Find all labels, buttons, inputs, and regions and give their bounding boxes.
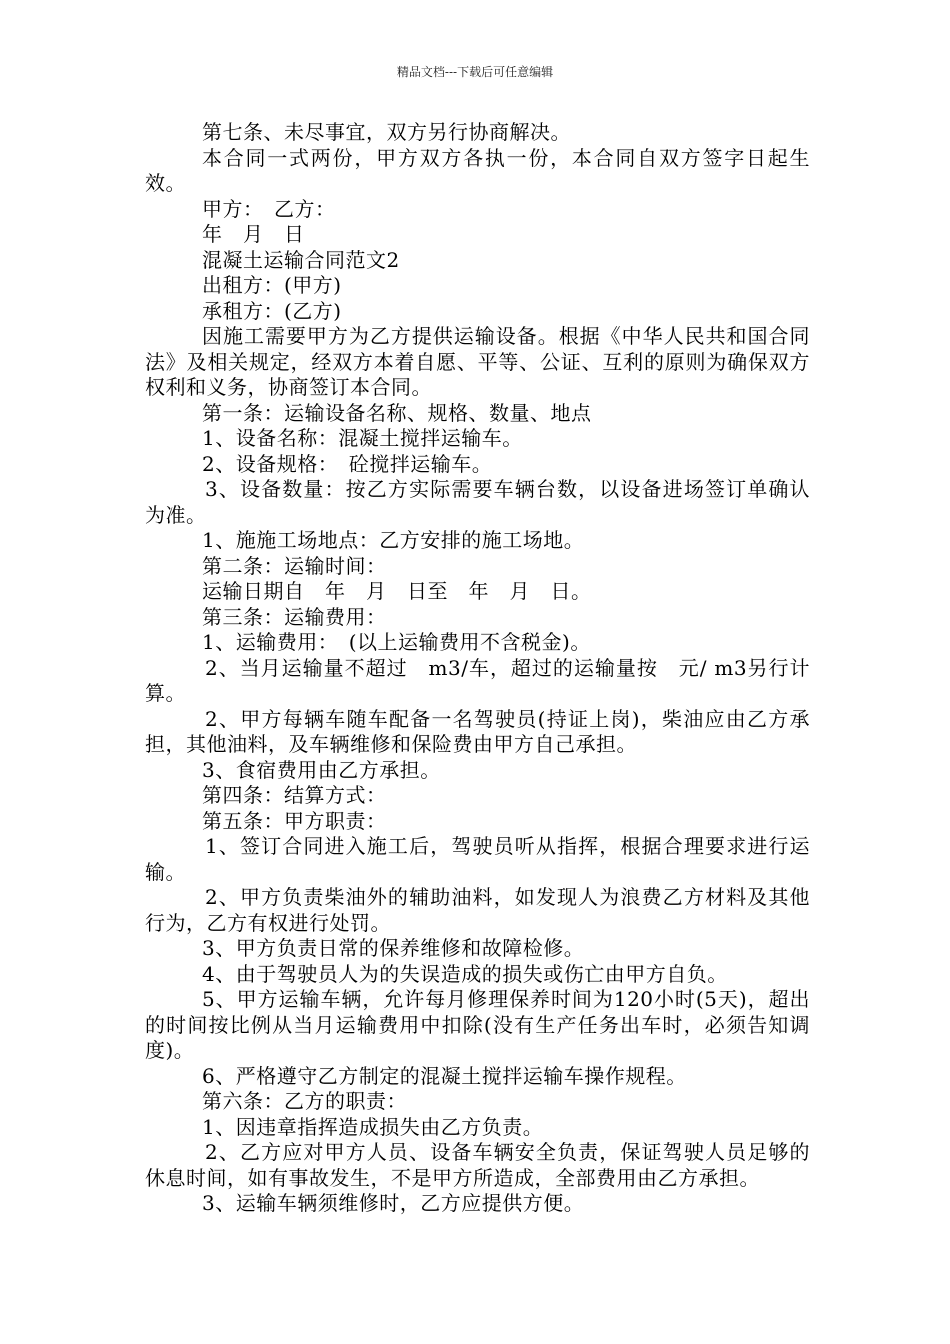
driver-item: 2、甲方每辆车随车配备一名驾驶员(持证上岗)，柴油应由乙方承担，其他油料，及车辆维修和保险费由甲方自己承担。 — [145, 706, 810, 756]
article-5-heading: 第五条：甲方职责： — [202, 808, 387, 833]
equipment-spec-item: 2、设备规格： 砼搅拌运输车。 — [202, 451, 493, 476]
article-1-heading: 第一条：运输设备名称、规格、数量、地点 — [202, 400, 592, 425]
lessee-line: 承租方：(乙方) — [202, 298, 342, 323]
site-location-item: 1、施施工场地点：乙方安排的施工场地。 — [202, 528, 585, 552]
signature-parties-line: 甲方： 乙方： — [202, 196, 336, 221]
article-3-heading: 第三条：运输费用： — [202, 604, 387, 629]
party-a-duty-3: 3、甲方负责日常的保养维修和故障检修。 — [202, 936, 585, 960]
party-a-duty-4: 4、由于驾驶员人为的失误造成的损失或伤亡由甲方自负。 — [202, 961, 728, 986]
transport-date-line: 运输日期自 年 月 日至 年 月 日。 — [202, 579, 592, 603]
document-body — [145, 120, 810, 1217]
party-a-duty-6: 6、严格遵守乙方制定的混凝土搅拌运输车操作规程。 — [202, 1063, 687, 1088]
party-b-duty-1: 1、因违章指挥造成损失由乙方负责。 — [202, 1114, 544, 1139]
section-title: 混凝土运输合同范文2 — [202, 247, 400, 272]
equipment-name-item: 1、设备名称：混凝土搅拌运输车。 — [202, 426, 523, 450]
party-b-duty-2: 2、乙方应对甲方人员、设备车辆安全负责，保证驾驶人员足够的休息时间，如有事故发生，不是甲方所造成，全部费用由乙方承担。 — [145, 1140, 810, 1190]
lessor-line: 出租方：(甲方) — [202, 273, 342, 297]
clause-7-paragraph: 第七条、未尽事宜，双方另行协商解决。 — [202, 120, 571, 144]
copies-paragraph: 本合同一式两份，甲方双方各执一份，本合同自双方签字日起生效。 — [145, 145, 810, 195]
page-header: 精品文档---下载后可任意编辑 — [396, 65, 554, 79]
signature-date-line: 年 月 日 — [202, 222, 305, 246]
party-b-duty-3: 3、运输车辆须维修时，乙方应提供方便。 — [202, 1191, 585, 1215]
fee-item-2: 2、当月运输量不超过 m3/车，超过的运输量按 元/ m3另行计算。 — [145, 655, 810, 705]
article-6-heading: 第六条：乙方的职责： — [202, 1089, 407, 1113]
party-a-duty-5: 5、甲方运输车辆，允许每月修理保养时间为120小时(5天)，超出的时间按比例从当月运输费用中扣除(没有生产任务出车时，必须告知调度)。 — [145, 987, 810, 1062]
fee-item-1: 1、运输费用： (以上运输费用不含税金)。 — [202, 630, 591, 654]
article-4-heading: 第四条：结算方式： — [202, 783, 387, 807]
equipment-quantity-item: 3、设备数量：按乙方实际需要车辆台数，以设备进场签订单确认为准。 — [145, 477, 810, 527]
party-a-duty-1: 1、签订合同进入施工后，驾驶员听从指挥，根据合理要求进行运输。 — [145, 834, 810, 884]
lodging-item: 3、食宿费用由乙方承担。 — [202, 757, 441, 782]
article-2-heading: 第二条：运输时间： — [202, 553, 387, 578]
party-a-duty-2: 2、甲方负责柴油外的辅助油料，如发现人为浪费乙方材料及其他行为，乙方有权进行处罚。 — [145, 885, 810, 935]
preamble-paragraph: 因施工需要甲方为乙方提供运输设备。根据《中华人民共和国合同法》及相关规定，经双方本着自愿、平等、公证、互利的原则为确保双方权利和义务，协商签订本合同。 — [145, 324, 810, 399]
